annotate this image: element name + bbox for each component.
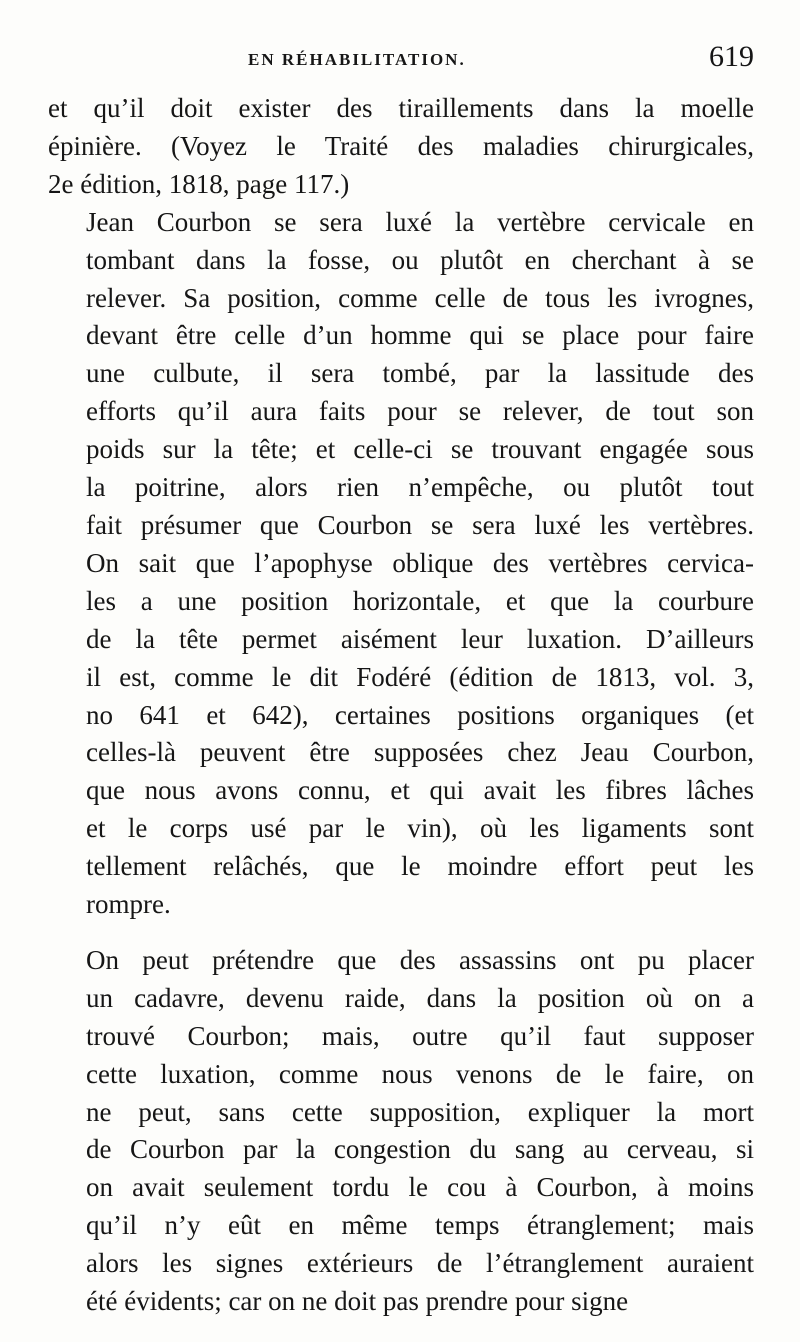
- text-line: il est, comme le dit Fodéré (édition de 1813, vol. 3,: [86, 661, 754, 692]
- text-line: la poitrine, alors rien n’empêche, ou plutôt tout: [86, 472, 754, 503]
- text-line: relever. Sa position, comme celle de tous les ivrognes,: [86, 282, 754, 313]
- text-line: on avait seulement tordu le cou à Courbon, à moins: [86, 1172, 754, 1203]
- text-line: Jean Courbon se sera luxé la vertèbre cervicale en: [86, 206, 754, 237]
- text-line: alors les signes extérieurs de l’étranglement auraient: [86, 1248, 754, 1279]
- text-line: 2e édition, 1818, page 117.): [48, 168, 350, 199]
- text-line: rompre.: [86, 889, 171, 920]
- paragraph: [48, 90, 754, 204]
- text-line: été évidents; car on ne doit pas prendre pour signe: [86, 1286, 629, 1317]
- text-line: celles-là peuvent être supposées chez Jeau Courbon,: [86, 737, 754, 768]
- text-line: ne peut, sans cette supposition, expliquer la mort: [86, 1096, 754, 1127]
- text-line: On sait que l’apophyse oblique des vertèbres cervica-: [86, 547, 754, 578]
- text-line: une culbute, il sera tombé, par la lassitude des: [86, 358, 754, 389]
- paragraph: [48, 204, 754, 924]
- text-line: cette luxation, comme nous venons de le faire, on: [86, 1058, 754, 1089]
- text-line: tellement relâchés, que le moindre effort peut les: [86, 851, 754, 882]
- text-line: épinière. (Voyez le Traité des maladies chirurgicales,: [48, 130, 754, 161]
- text-line: efforts qu’il aura faits pour se relever, de tout son: [86, 396, 754, 427]
- text-line: trouvé Courbon; mais, outre qu’il faut supposer: [86, 1020, 754, 1051]
- text-line: les a une position horizontale, et que la courbure: [86, 585, 754, 616]
- text-line: un cadavre, devenu raide, dans la position où on a: [86, 982, 754, 1013]
- text-line: et qu’il doit exister des tiraillements dans la moelle: [48, 93, 754, 123]
- body-text: [48, 90, 754, 1321]
- text-line: et le corps usé par le vin), où les ligaments sont: [86, 813, 754, 844]
- text-line: de Courbon par la congestion du sang au cerveau, si: [86, 1134, 754, 1165]
- text-line: no 641 et 642), certaines positions organiques (et: [86, 699, 754, 730]
- text-line: qu’il n’y eût en même temps étranglement; mais: [86, 1210, 754, 1241]
- text-line: devant être celle d’un homme qui se place pour faire: [86, 320, 754, 351]
- text-line: tombant dans la fosse, ou plutôt en cherchant à se: [86, 244, 754, 275]
- text-line: On peut prétendre que des assassins ont pu placer: [86, 944, 754, 975]
- text-line: fait présumer que Courbon se sera luxé les vertèbres.: [86, 509, 754, 540]
- running-title: EN RÉHABILITATION.: [248, 50, 466, 69]
- text-line: de la tête permet aisément leur luxation. D’ailleurs: [86, 623, 754, 654]
- paragraph-gap: [48, 924, 754, 942]
- running-head: [48, 38, 754, 90]
- text-line: poids sur la tête; et celle-ci se trouvant engagée sous: [86, 434, 754, 465]
- text-line: que nous avons connu, et qui avait les fibres lâches: [86, 775, 754, 806]
- page-number: 619: [709, 40, 754, 73]
- paragraph: [48, 942, 754, 1321]
